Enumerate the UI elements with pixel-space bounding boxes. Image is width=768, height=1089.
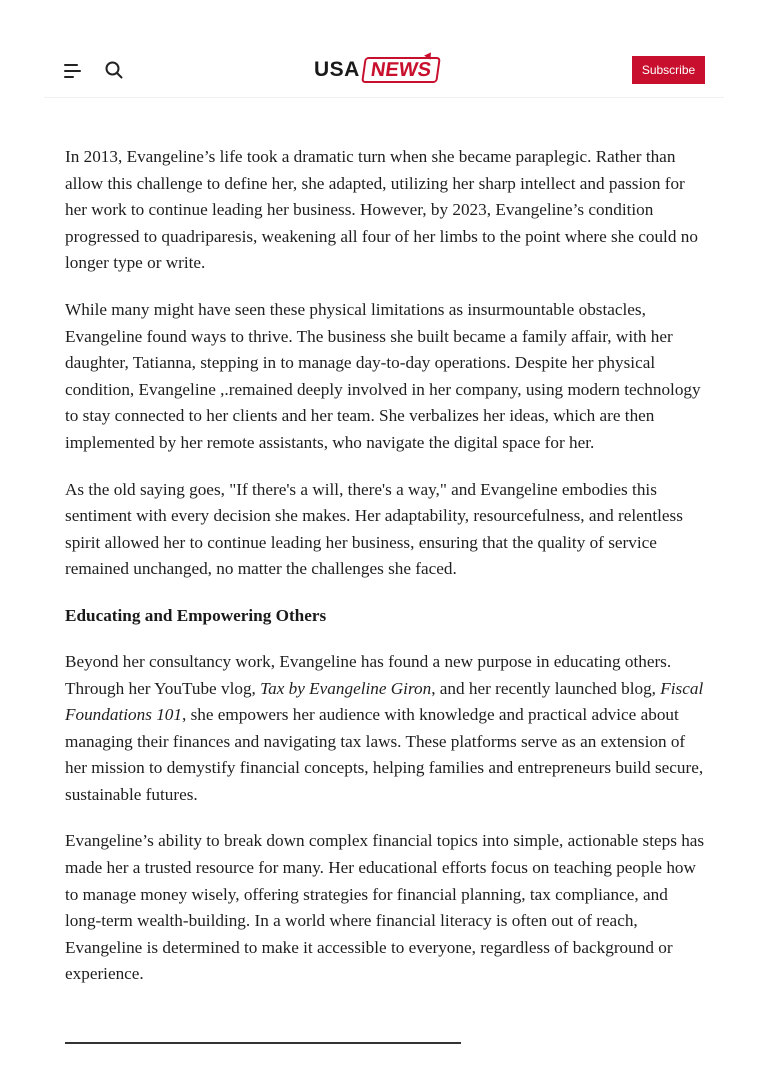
site-logo[interactable] — [314, 54, 439, 86]
search-icon[interactable] — [104, 60, 124, 80]
paragraph — [65, 649, 705, 809]
text: Beyond her consultancy work, Evangeline has found a new purpose in educating others. Through her YouTube vlog, — [65, 651, 672, 698]
paragraph: In 2013, Evangeline’s life took a dramatic turn when she became paraplegic. Rather than allow this challenge to define her, she adapted, utilizing her sharp intellect and passion for her work to continue leading her business. However, by 2023, Evangeline’s condition progressed to quadriparesis, weakening all four of her limbs to the point where she could no longer type or write. — [65, 147, 698, 273]
menu-line — [64, 76, 74, 78]
menu-line — [64, 64, 78, 66]
vlog-title: Tax by Evangeline Giron — [260, 678, 432, 698]
text: , she empowers her audience with knowledge and practical advice about managing their finances and navigating tax laws. These platforms serve as an extension of her mission to demystify financial concepts, helping families and entrepreneurs build secure, sustainable futures. — [65, 705, 704, 804]
search-icon-glyph — [104, 60, 124, 80]
menu-line — [64, 70, 81, 72]
logo-usa-text: USA — [314, 58, 360, 81]
paragraph: As the old saying goes, "If there's a will, there's a way," and Evangeline embodies this sentiment with every decision she makes. Her adaptability, resourcefulness, and relentless spirit allowed her to continue leading her business, ensuring that the quality of service remained unchanged, no matter the challenges she faced. — [65, 479, 683, 579]
blog-title: Fiscal Foundations 101 — [65, 678, 704, 725]
section-divider — [65, 1042, 461, 1044]
site-header — [44, 40, 724, 98]
article-body — [65, 144, 705, 1008]
section-heading: Educating and Empowering Others — [65, 605, 327, 625]
logo-news-text: NEWS — [361, 57, 441, 83]
paragraph: While many might have seen these physical limitations as insurmountable obstacles, Evangeline found ways to thrive. The business she built became a family affair, with her daughter, Tatianna, stepping in to manage day-to-day operations. Despite her physical condition, Evangeline ,.remained deeply involved in her company, using modern technology to stay connected to her clients and her team. She verbalizes her ideas, which are then implemented by her remote assistants, who navigate the digital space for her. — [65, 299, 701, 452]
subscribe-button[interactable]: Subscribe — [632, 56, 705, 84]
paragraph: Evangeline’s ability to break down complex financial topics into simple, actionable steps has made her a trusted resource for many. Her educational efforts focus on teaching people how to manage money wisely, offering strategies for financial planning, tax compliance, and long-term wealth-building. In a world where financial literacy is often out of reach, Evangeline is determined to make it accessible to everyone, regardless of background or experience. — [65, 831, 705, 984]
menu-icon[interactable] — [64, 62, 84, 80]
text: , and her recently launched blog, — [431, 678, 661, 698]
